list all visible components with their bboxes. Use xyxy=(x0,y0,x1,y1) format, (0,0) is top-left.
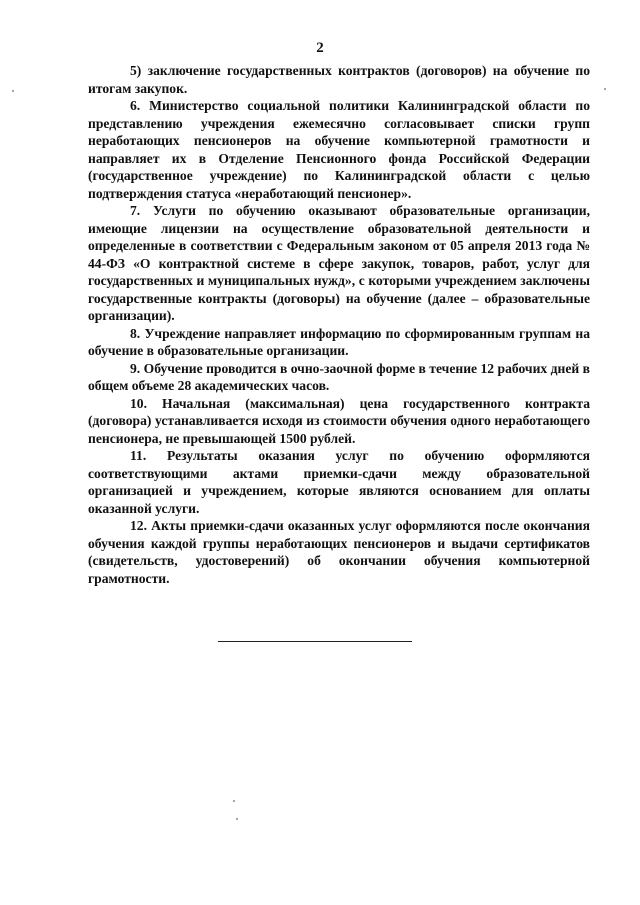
page-number: 2 xyxy=(316,40,324,56)
document-body xyxy=(88,62,590,587)
paragraph-6: 6. Министерство социальной политики Калининградской области по представлению учреждения ежемесячно согласовывает списки групп неработающих пенсионеров на обучение компьютерной грамотности и направляет их в Отделение Пенсионного фонда Российской Федерации (государственное учреждение) по Калининградской области с целью подтверждения статуса «неработающий пенсионер». xyxy=(88,98,590,201)
paragraph-12: 12. Акты приемки-сдачи оказанных услуг оформляются после окончания обучения каждой группы неработающих пенсионеров и выдачи сертификатов (свидетельств, удостоверений) об окончании обучения компьютерной грамотности. xyxy=(88,518,590,586)
paragraph-8: 8. Учреждение направляет информацию по сформированным группам на обучение в образовательные организации. xyxy=(88,325,590,358)
end-separator-line xyxy=(218,641,412,642)
scan-speck xyxy=(236,818,238,820)
paragraph-9: 9. Обучение проводится в очно-заочной форме в течение 12 рабочих дней в общем объеме 28 академических часов. xyxy=(88,360,590,393)
scan-speck xyxy=(604,88,606,90)
scan-speck xyxy=(12,90,14,92)
paragraph-7: 7. Услуги по обучению оказывают образовательные организации, имеющие лицензии на осуществление образовательной деятельности и определенные в соответствии с Федеральным законом от 05 апреля 2013 года № 44-ФЗ «О контрактной системе в сфере закупок, товаров, работ, услуг для государственных и муниципальных нужд», с которыми учреждением заключены государственные контракты (договоры) на обучение (далее – образовательные организации). xyxy=(88,203,590,323)
paragraph-5: 5) заключение государственных контрактов (договоров) на обучение по итогам закупок. xyxy=(88,63,590,96)
scan-speck xyxy=(233,800,235,802)
paragraph-11: 11. Результаты оказания услуг по обучению оформляются соответствующими актами приемки-сдачи между образовательной организацией и учреждением, которые являются основанием для оплаты оказанной услуги. xyxy=(88,448,590,516)
paragraph-10: 10. Начальная (максимальная) цена государственного контракта (договора) устанавливается исходя из стоимости обучения одного неработающего пенсионера, не превышающей 1500 рублей. xyxy=(88,395,590,446)
